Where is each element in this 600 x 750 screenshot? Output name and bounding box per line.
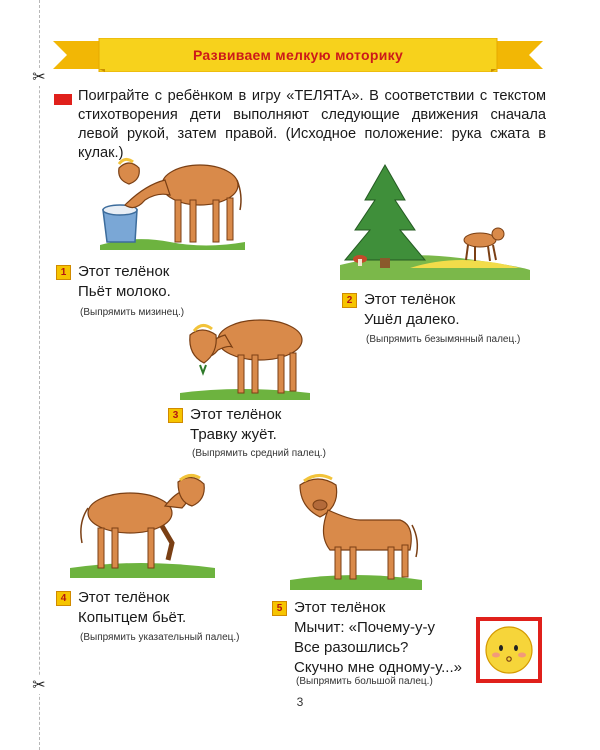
verse-line: Пьёт молоко. [78, 283, 171, 300]
verse-1 [56, 262, 171, 302]
verse-line: Этот телёнок [190, 406, 282, 423]
intro-text: Поиграйте с ребёнком в игру «ТЕЛЯТА». В соответствии с текстом стихотворения дети выполняют следующие движения сначала левой рукой, затем правой. (Исходное положение: рука сжата в кулак.) [78, 88, 546, 161]
verse-line: Этот телёнок [364, 291, 456, 308]
verse-line: Этот телёнок [78, 263, 170, 280]
verse-line: Мычит: «Почему-у-у [294, 619, 435, 636]
header-banner [53, 38, 543, 72]
scissors-icon: ✂ [30, 68, 48, 86]
verse-number-badge: 1 [56, 265, 71, 280]
red-bullet-marker [54, 94, 72, 105]
scissors-icon: ✂ [30, 676, 48, 694]
verse-5 [272, 598, 462, 678]
page-title: Развиваем мелкую моторику [192, 47, 404, 63]
calf-grazing-illustration [170, 305, 315, 400]
verse-line: Этот телёнок [78, 589, 170, 606]
calf-mooing-illustration [290, 465, 425, 590]
verse-number-badge: 2 [342, 293, 357, 308]
verse-note: (Выпрямить средний палец.) [192, 448, 326, 459]
verse-note: (Выпрямить большой палец.) [296, 676, 433, 687]
verse-line: Травку жуёт. [190, 426, 277, 443]
page-number: 3 [296, 695, 304, 709]
verse-2 [342, 290, 460, 330]
verse-4 [56, 588, 186, 628]
calf-drinking-illustration [95, 150, 245, 250]
verse-line: Копытцем бьёт. [78, 609, 187, 626]
verse-number-badge: 3 [168, 408, 183, 423]
smiley-frame [476, 617, 542, 683]
smiley-sun-icon [480, 621, 538, 679]
verse-line: Этот телёнок [294, 599, 386, 616]
verse-line: Ушёл далеко. [364, 311, 460, 328]
calf-far-away-illustration [340, 160, 530, 280]
verse-number-badge: 4 [56, 591, 71, 606]
verse-line: Все разошлись? [294, 639, 409, 656]
verse-number-badge: 5 [272, 601, 287, 616]
verse-line: Скучно мне одному-у...» [294, 659, 462, 676]
cut-line [39, 0, 40, 750]
verse-note: (Выпрямить указательный палец.) [80, 632, 240, 643]
verse-note: (Выпрямить мизинец.) [80, 307, 185, 318]
verse-note: (Выпрямить безымянный палец.) [366, 334, 521, 345]
verse-3 [168, 405, 281, 445]
calf-kicking-illustration [70, 468, 220, 578]
